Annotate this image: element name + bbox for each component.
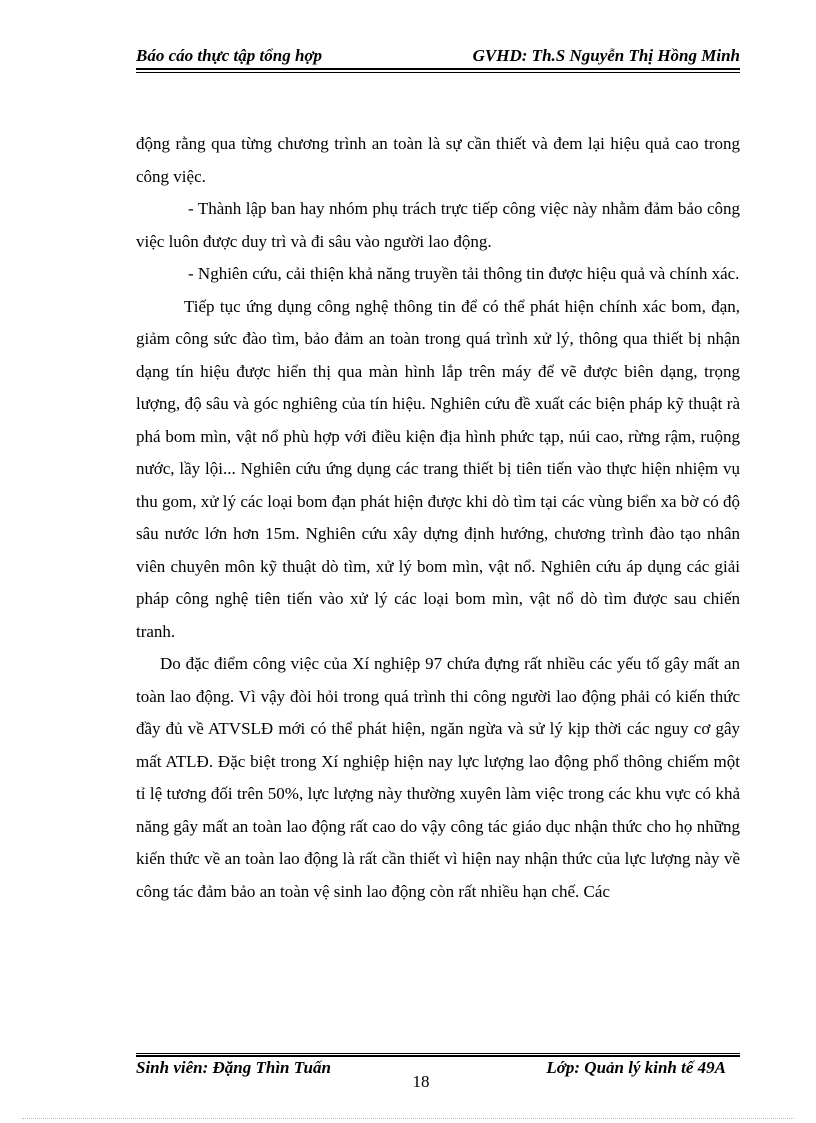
paragraph-bullet-team: - Thành lập ban hay nhóm phụ trách trực tiếp công việc này nhằm đảm bảo công việc luôn được duy trì và đi sâu vào người lao động. <box>136 199 740 251</box>
page-header <box>136 46 740 70</box>
header-supervisor: GVHD: Th.S Nguyễn Thị Hồng Minh <box>472 46 740 65</box>
header-rule-thin <box>136 72 740 73</box>
paragraph-technology: Tiếp tục ứng dụng công nghệ thông tin để có thể phát hiện chính xác bom, đạn, giảm công sức đào tìm, bảo đảm an toàn trong quá trình xử lý, thông qua thiết bị nhận dạng tín hiệu được hiển thị qua màn hình lắp trên máy để vẽ được biên dạng, trọng lượng, độ sâu và góc nghiêng của tín hiệu. Nghiên cứu đề xuất các biện pháp kỹ thuật rà phá bom mìn, vật nổ phù hợp với điều kiện địa hình phức tạp, núi cao, rừng rậm, ruộng nước, lầy lội... Nghiên cứu ứng dụng các trang thiết bị tiên tiến vào thực hiện nhiệm vụ thu gom, xử lý các loại bom đạn phát hiện được khi dò tìm tại các vùng biển xa bờ có độ sâu nước lớn hơn 15m. Nghiên cứu xây dựng định hướng, chương trình đào tạo nhân viên chuyên môn kỹ thuật dò tìm, xử lý bom mìn, vật nổ. Nghiên cứu áp dụng các giải pháp công nghệ tiên tiến vào xử lý các loại bom mìn, vật nổ dò tìm được sau chiến tranh. <box>136 296 740 641</box>
footer-rule-thin <box>136 1053 740 1054</box>
footer-rule-thick <box>136 1055 740 1057</box>
page-number: 18 <box>412 1072 430 1091</box>
paragraph-continuation: động rằng qua từng chương trình an toàn là sự cần thiết và đem lại hiệu quả cao trong công việc. <box>136 134 740 186</box>
document-body <box>136 128 740 908</box>
footer-class: Lớp: Quản lý kinh tế 49A <box>546 1058 726 1077</box>
paragraph-bullet-research: - Nghiên cứu, cải thiện khả năng truyền tải thông tin được hiệu quả và chính xác. <box>188 264 740 283</box>
page-edge-divider <box>22 1118 794 1119</box>
header-report-title: Báo cáo thực tập tổng hợp <box>136 46 323 65</box>
footer-student: Sinh viên: Đặng Thìn Tuấn <box>136 1058 331 1077</box>
paragraph-safety: Do đặc điểm công việc của Xí nghiệp 97 chứa đựng rất nhiều các yếu tố gây mất an toàn lao động. Vì vậy đòi hỏi trong quá trình thi công người lao động phải có kiến thức đầy đủ về ATVSLĐ mới có thể phát hiện, ngăn ngừa và sử lý kịp thời các nguy cơ gây mất ATLĐ. Đặc biệt trong Xí nghiệp hiện nay lực lượng lao động phổ thông chiếm một tỉ lệ tương đối trên 50%, lực lượng này thường xuyên làm việc trong các khu vực có khả năng gây mất an toàn lao động rất cao do vậy công tác giáo dục nhận thức cho họ những kiến thức về an toàn lao động là rất cần thiết vì hiện nay nhận thức của lực lượng này về công tác đảm bảo an toàn vệ sinh lao động còn rất nhiều hạn chế. Các <box>136 654 740 901</box>
header-rule-thick <box>136 68 740 70</box>
